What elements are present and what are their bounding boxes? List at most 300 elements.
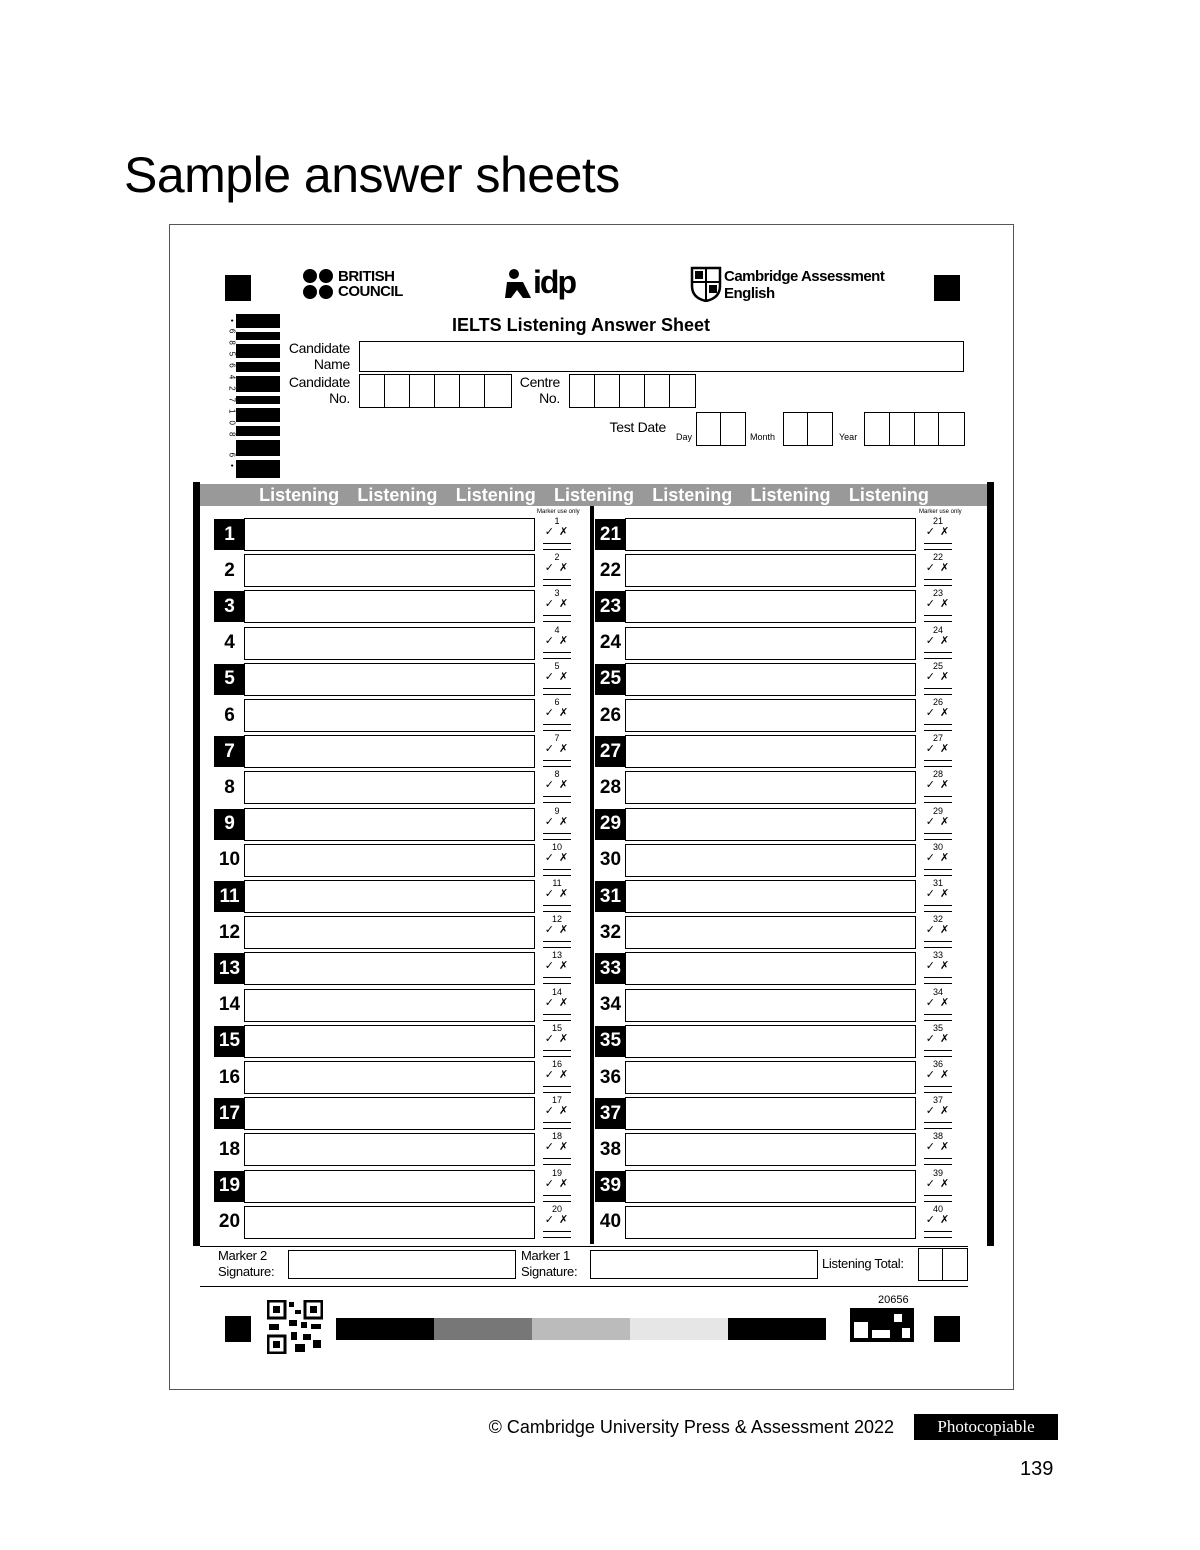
tick-cross-icon: ✓ ✗	[925, 634, 951, 647]
marker-line	[543, 983, 571, 984]
answer-field[interactable]	[625, 844, 916, 877]
marker-box[interactable]	[918, 769, 958, 805]
marker-line	[924, 1128, 952, 1129]
marker-box[interactable]	[918, 987, 958, 1023]
tick-cross-icon: ✓ ✗	[925, 526, 951, 538]
rule-top-markers	[200, 1246, 968, 1247]
marker-line	[543, 1086, 571, 1087]
answer-field[interactable]	[625, 518, 916, 551]
tick-cross-icon: ✓ ✗	[544, 562, 570, 575]
marker-line	[543, 1201, 571, 1202]
marker1-label: Marker 1 Signature:	[521, 1248, 578, 1279]
answer-field[interactable]	[244, 989, 535, 1022]
question-number: 29	[595, 809, 626, 840]
answer-field[interactable]	[625, 699, 916, 732]
marker-line	[543, 1158, 571, 1159]
marker-box[interactable]	[918, 1168, 958, 1204]
marker-box[interactable]	[918, 842, 958, 878]
marker-box[interactable]	[918, 733, 958, 769]
question-number: 16	[218, 1066, 241, 1088]
marker-line	[543, 977, 571, 978]
marker-box-number: 11	[552, 878, 562, 888]
listening-banner	[200, 484, 988, 506]
marker-line	[924, 941, 952, 942]
centre-no-label: Centre No.	[519, 374, 560, 406]
marker-box-number: 20	[551, 1203, 562, 1214]
tick-cross-icon: ✓ ✗	[544, 634, 570, 647]
marker-box[interactable]	[918, 806, 958, 842]
marker-box-number: 6	[554, 697, 560, 707]
marker-box-number: 5	[554, 660, 560, 671]
marker-line	[924, 1201, 952, 1202]
question-number: 19	[214, 1171, 245, 1202]
answer-field[interactable]	[625, 1170, 916, 1203]
marker-box-number: 34	[932, 986, 943, 997]
marker-box[interactable]	[918, 1131, 958, 1167]
marker-line	[924, 875, 952, 876]
marker-box-number: 9	[554, 805, 560, 816]
marker-box[interactable]	[918, 552, 958, 588]
idp-figure-icon	[505, 268, 535, 300]
tick-cross-icon: ✓ ✗	[544, 851, 570, 864]
marker-line	[924, 579, 952, 580]
marker-line	[924, 1014, 952, 1015]
marker-line	[543, 658, 571, 659]
tick-cross-icon: ✓ ✗	[544, 1141, 570, 1154]
tick-cross-icon: ✓ ✗	[544, 815, 570, 828]
marker-line	[543, 1164, 571, 1165]
marker-line	[924, 1158, 952, 1159]
marker-box-number: 18	[551, 1131, 562, 1142]
marker-line	[924, 1195, 952, 1196]
question-number: 36	[599, 1066, 622, 1088]
marker-line	[543, 1020, 571, 1021]
marker-line	[924, 983, 952, 984]
answer-field[interactable]	[244, 627, 535, 660]
marker-line	[924, 1231, 952, 1232]
marker-line	[543, 875, 571, 876]
marker-line	[924, 1050, 952, 1051]
centre-no-field[interactable]	[569, 374, 696, 408]
answer-field[interactable]	[625, 663, 916, 696]
marker-use-label-left: Marker use only	[537, 509, 580, 515]
tick-cross-icon: ✓ ✗	[925, 562, 951, 575]
marker-box-number: 32	[932, 914, 943, 925]
tick-cross-icon: ✓ ✗	[925, 924, 951, 937]
marker-box[interactable]	[537, 588, 577, 624]
marker-box[interactable]	[918, 625, 958, 661]
marker-line	[924, 911, 952, 912]
answer-field[interactable]	[625, 627, 916, 660]
marker-box-number: 37	[932, 1095, 943, 1106]
color-calibration-bar	[336, 1318, 826, 1340]
answer-field[interactable]	[625, 1097, 916, 1130]
answer-field[interactable]	[625, 735, 916, 768]
answer-field[interactable]	[244, 663, 535, 696]
registration-mark-bottom-left	[225, 1316, 251, 1342]
marker-box-number: 25	[932, 660, 943, 671]
marker-line	[924, 1020, 952, 1021]
question-number: 9	[214, 809, 245, 840]
tick-cross-icon: ✓ ✗	[544, 960, 570, 973]
color-swatch	[532, 1318, 630, 1340]
answer-field[interactable]	[244, 1170, 535, 1203]
answer-field[interactable]	[625, 1025, 916, 1058]
candidate-no-field[interactable]	[359, 374, 512, 408]
answer-field[interactable]	[244, 808, 535, 841]
marker-line	[924, 1056, 952, 1057]
tick-cross-icon: ✓ ✗	[925, 670, 951, 683]
marker-line	[924, 724, 952, 725]
british-council-wordmark: BRITISH COUNCIL	[338, 268, 403, 300]
answer-field[interactable]	[625, 916, 916, 949]
marker-line	[924, 1086, 952, 1087]
answer-field[interactable]	[625, 771, 916, 804]
marker-box[interactable]	[537, 806, 577, 842]
marker-box-number: 31	[932, 878, 943, 888]
answer-field[interactable]	[244, 1025, 535, 1058]
marker-box-number: 2	[554, 552, 560, 563]
marker-box-number: 15	[551, 1022, 562, 1033]
question-number: 25	[595, 664, 626, 695]
month-field[interactable]	[783, 412, 833, 446]
marker-line	[543, 1231, 571, 1232]
marker-line	[543, 543, 571, 544]
marker-box-number: 36	[932, 1059, 943, 1069]
marker-box[interactable]	[918, 950, 958, 986]
tick-cross-icon: ✓ ✗	[544, 670, 570, 683]
marker-line	[924, 1164, 952, 1165]
tick-cross-icon: ✓ ✗	[925, 960, 951, 973]
question-number: 23	[595, 591, 626, 622]
answer-field[interactable]	[244, 1206, 535, 1239]
question-number: 20	[218, 1211, 241, 1233]
day-field[interactable]	[696, 412, 746, 446]
listening-total-label: Listening Total:	[822, 1256, 904, 1271]
answer-field[interactable]	[625, 1206, 916, 1239]
answer-field[interactable]	[625, 808, 916, 841]
marker-box[interactable]	[537, 1168, 577, 1204]
question-number: 22	[599, 559, 622, 581]
marker-box-number: 40	[932, 1203, 943, 1214]
question-number: 28	[599, 776, 622, 798]
marker-box[interactable]	[537, 1059, 577, 1095]
answer-field[interactable]	[244, 844, 535, 877]
question-number: 17	[214, 1098, 245, 1129]
answer-field[interactable]	[244, 952, 535, 985]
tick-cross-icon: ✓ ✗	[925, 888, 951, 900]
tick-cross-icon: ✓ ✗	[544, 1177, 570, 1190]
candidate-name-label: Candidate Name	[288, 340, 350, 372]
marker-box-number: 3	[554, 588, 560, 599]
marker-box[interactable]	[918, 1023, 958, 1059]
question-number: 38	[599, 1138, 622, 1160]
month-label: Month	[750, 432, 776, 442]
tick-cross-icon: ✓ ✗	[925, 1105, 951, 1118]
marker-line	[543, 579, 571, 580]
answer-field[interactable]	[244, 1061, 535, 1094]
marker-box-number: 28	[932, 769, 943, 780]
question-number: 4	[224, 632, 235, 654]
marker-line	[924, 658, 952, 659]
marker-box[interactable]	[918, 914, 958, 950]
question-number: 10	[218, 849, 241, 871]
question-number: 24	[599, 632, 622, 654]
tick-cross-icon: ✓ ✗	[544, 996, 570, 1009]
marker-box[interactable]	[537, 625, 577, 661]
marker-line	[543, 585, 571, 586]
listening-total-field[interactable]	[918, 1248, 968, 1281]
year-field[interactable]	[864, 412, 965, 446]
marker-box[interactable]	[918, 1059, 958, 1095]
marker-box-number: 7	[554, 733, 560, 744]
candidate-no-label: Candidate No.	[288, 374, 350, 406]
marker-box[interactable]	[918, 697, 958, 733]
tick-cross-icon: ✓ ✗	[925, 996, 951, 1009]
marker-line	[543, 1195, 571, 1196]
question-number: 27	[595, 736, 626, 767]
marker-box[interactable]	[537, 1023, 577, 1059]
tick-cross-icon: ✓ ✗	[544, 1069, 570, 1081]
marker-box-number: 16	[551, 1059, 562, 1069]
cambridge-wordmark: Cambridge Assessment English	[724, 268, 885, 302]
marker1-signature-field[interactable]	[590, 1250, 818, 1279]
answer-field[interactable]	[244, 771, 535, 804]
tick-cross-icon: ✓ ✗	[544, 924, 570, 937]
tick-cross-icon: ✓ ✗	[925, 851, 951, 864]
marker-box[interactable]	[918, 588, 958, 624]
answer-field[interactable]	[244, 1133, 535, 1166]
marker-box-number: 22	[932, 552, 943, 563]
marker-line	[543, 839, 571, 840]
question-number: 14	[218, 994, 241, 1016]
answer-field[interactable]	[244, 735, 535, 768]
question-number: 37	[595, 1098, 626, 1129]
marker-box[interactable]	[918, 661, 958, 697]
banner-word: Listening	[455, 484, 536, 505]
marker-line	[543, 652, 571, 653]
marker-line	[543, 549, 571, 550]
answer-field[interactable]	[625, 880, 916, 913]
qr-code-icon	[267, 1300, 323, 1354]
sheet-title: IELTS Listening Answer Sheet	[452, 315, 711, 335]
marker-line	[924, 543, 952, 544]
question-number: 30	[599, 849, 622, 871]
marker-box[interactable]	[537, 1131, 577, 1167]
marker-box[interactable]	[537, 1095, 577, 1131]
tick-cross-icon: ✓ ✗	[544, 1213, 570, 1226]
marker-box-number: 23	[932, 588, 943, 599]
tick-cross-icon: ✓ ✗	[925, 779, 951, 792]
registration-mark-top-left	[225, 275, 251, 301]
question-number: 5	[214, 664, 245, 695]
tick-cross-icon: ✓ ✗	[544, 598, 570, 611]
marker-line	[543, 724, 571, 725]
marker-line	[924, 730, 952, 731]
question-number: 11	[214, 881, 245, 912]
answer-field[interactable]	[625, 952, 916, 985]
marker-line	[543, 1237, 571, 1238]
banner-word: Listening	[652, 484, 733, 505]
answer-field[interactable]	[625, 989, 916, 1022]
marker-box[interactable]	[537, 552, 577, 588]
question-number: 35	[595, 1026, 626, 1057]
marker-box[interactable]	[537, 950, 577, 986]
marker-box[interactable]	[537, 842, 577, 878]
marker-box-number: 17	[551, 1095, 562, 1106]
tick-cross-icon: ✓ ✗	[925, 1177, 951, 1190]
marker2-label: Marker 2 Signature:	[218, 1248, 275, 1279]
rule-bottom-markers	[200, 1286, 968, 1287]
marker-box-number: 4	[554, 624, 560, 635]
answer-field[interactable]	[244, 590, 535, 623]
question-number: 15	[214, 1026, 245, 1057]
marker-line	[924, 1092, 952, 1093]
marker-box-number: 13	[551, 950, 562, 961]
marker-box-number: 21	[932, 516, 943, 526]
marker-box[interactable]	[537, 878, 577, 914]
photocopiable-badge: Photocopiable	[914, 1414, 1058, 1440]
question-number: 1	[214, 519, 245, 550]
marker-line	[543, 947, 571, 948]
marker-box-number: 10	[551, 841, 562, 852]
tick-cross-icon: ✓ ✗	[925, 743, 951, 756]
banner-word: Listening	[259, 484, 340, 505]
marker-box[interactable]	[537, 1204, 577, 1240]
tick-cross-icon: ✓ ✗	[544, 526, 570, 538]
marker-line	[543, 688, 571, 689]
question-number: 40	[599, 1211, 622, 1233]
marker-line	[924, 1122, 952, 1123]
marker-line	[543, 1014, 571, 1015]
year-label: Year	[839, 432, 858, 442]
registration-mark-top-right	[934, 275, 960, 301]
marker-box[interactable]	[537, 516, 577, 552]
registration-mark-bottom-right	[934, 1316, 960, 1342]
banner-word: Listening	[848, 484, 929, 505]
marker-box-number: 29	[932, 805, 943, 816]
marker-line	[543, 796, 571, 797]
marker-line	[924, 796, 952, 797]
answer-field[interactable]	[244, 518, 535, 551]
marker-box[interactable]	[537, 697, 577, 733]
answer-field[interactable]	[244, 699, 535, 732]
color-swatch	[728, 1318, 826, 1340]
column-separator	[590, 506, 594, 1244]
marker-box-number: 14	[551, 986, 562, 997]
cambridge-shield-icon	[690, 266, 722, 302]
marker-box-number: 35	[932, 1022, 943, 1033]
marker-box[interactable]	[537, 987, 577, 1023]
test-date-label: Test Date	[609, 419, 666, 435]
question-number: 3	[214, 591, 245, 622]
barcode-digits: •6856427108 6•	[227, 319, 237, 474]
question-number: 13	[214, 953, 245, 984]
marker2-signature-field[interactable]	[288, 1250, 516, 1279]
marker-box[interactable]	[918, 1204, 958, 1240]
answer-field[interactable]	[625, 554, 916, 587]
left-border-bar	[193, 482, 200, 1246]
marker-box-number: 30	[932, 841, 943, 852]
tick-cross-icon: ✓ ✗	[925, 1032, 951, 1045]
tick-cross-icon: ✓ ✗	[925, 707, 951, 719]
marker-line	[543, 1128, 571, 1129]
tick-cross-icon: ✓ ✗	[925, 598, 951, 611]
marker-box[interactable]	[537, 733, 577, 769]
marker-line	[924, 833, 952, 834]
tick-cross-icon: ✓ ✗	[544, 1032, 570, 1045]
tick-cross-icon: ✓ ✗	[544, 743, 570, 756]
color-swatch	[336, 1318, 434, 1340]
answer-field[interactable]	[244, 1097, 535, 1130]
marker-line	[924, 977, 952, 978]
marker-line	[924, 549, 952, 550]
marker-line	[543, 1050, 571, 1051]
marker-line	[543, 615, 571, 616]
question-number: 31	[595, 881, 626, 912]
marker-line	[543, 766, 571, 767]
answer-field[interactable]	[244, 916, 535, 949]
answer-field[interactable]	[625, 1133, 916, 1166]
marker-line	[543, 694, 571, 695]
tick-cross-icon: ✓ ✗	[925, 1069, 951, 1081]
marker-line	[543, 802, 571, 803]
question-number: 18	[218, 1138, 241, 1160]
marker-line	[924, 766, 952, 767]
marker-box-number: 8	[554, 769, 560, 780]
marker-box[interactable]	[918, 516, 958, 552]
marker-line	[924, 905, 952, 906]
candidate-name-field[interactable]	[359, 341, 964, 372]
marker-line	[924, 1237, 952, 1238]
footer-copyright: © Cambridge University Press & Assessment 2022	[488, 1417, 894, 1437]
marker-box-number: 1	[554, 516, 560, 526]
marker-line	[924, 585, 952, 586]
answer-field[interactable]	[625, 590, 916, 623]
question-number: 39	[595, 1171, 626, 1202]
question-number: 32	[599, 921, 622, 943]
marker-box[interactable]	[537, 914, 577, 950]
marker-box-number: 26	[932, 697, 943, 707]
marker-box[interactable]	[537, 661, 577, 697]
marker-line	[543, 905, 571, 906]
marker-use-label-right: Marker use only	[919, 509, 962, 515]
page-title: Sample answer sheets	[124, 147, 620, 203]
marker-box[interactable]	[918, 1095, 958, 1131]
question-number: 34	[599, 994, 622, 1016]
marker-box[interactable]	[537, 769, 577, 805]
tick-cross-icon: ✓ ✗	[925, 1213, 951, 1226]
marker-line	[543, 869, 571, 870]
marker-line	[543, 760, 571, 761]
form-code-mark-icon	[850, 1308, 914, 1342]
page-number: 139	[1020, 1458, 1054, 1480]
marker-line	[543, 911, 571, 912]
color-swatch	[434, 1318, 532, 1340]
marker-box-number: 38	[932, 1131, 943, 1142]
marker-line	[543, 730, 571, 731]
form-code: 20656	[878, 1294, 909, 1306]
question-number: 7	[214, 736, 245, 767]
marker-box-number: 27	[932, 733, 943, 744]
marker-box[interactable]	[918, 878, 958, 914]
answer-field[interactable]	[244, 880, 535, 913]
marker-line	[543, 833, 571, 834]
answer-field[interactable]	[625, 1061, 916, 1094]
tick-cross-icon: ✓ ✗	[544, 888, 570, 900]
marker-line	[924, 615, 952, 616]
answer-field[interactable]	[244, 554, 535, 587]
